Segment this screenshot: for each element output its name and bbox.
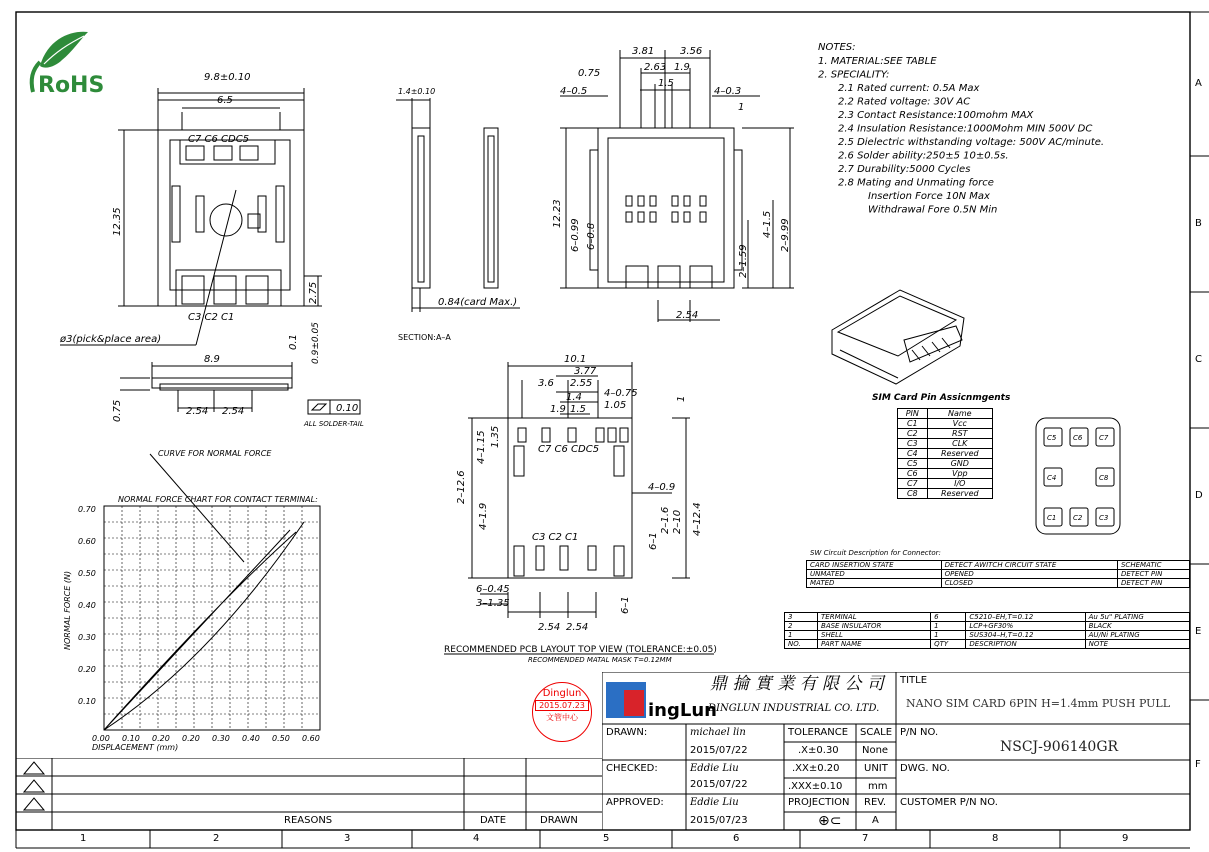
zone-col-label: 7 (862, 833, 869, 844)
pin-table-cell: CLK (927, 439, 992, 449)
zone-col-label: 5 (603, 833, 610, 844)
rohs-logo (32, 32, 105, 98)
dim-1223: 12.23 (552, 199, 563, 228)
switch-cell: DETECT PIN (1117, 579, 1189, 588)
zone-col-label: 1 (80, 833, 87, 844)
rev-label: REV. (864, 797, 886, 808)
fc-ytick: 0.60 (78, 537, 96, 546)
pcb-pad (542, 428, 550, 442)
pcb-pad (596, 428, 604, 442)
dim-1: 1 (738, 102, 745, 113)
switch-title: SW Circuit Description for Connector: (810, 549, 941, 557)
stamp-label: 文管中心 (546, 713, 578, 722)
fc-xtick: 0.00 (92, 734, 110, 743)
note-line: 2.6 Solder ability:250±5 10±0.5s. (838, 150, 1009, 162)
pin-diagram (1036, 418, 1120, 534)
note-line: 2.5 Dielectric withstanding voltage: 500V AC/minute. (838, 137, 1105, 148)
table-row (898, 479, 993, 489)
dim-01: 0.1 (288, 334, 299, 350)
projection-symbol-icon: ⊕⊂ (818, 813, 842, 829)
dim-flat: 0.10 (336, 403, 359, 414)
pcb-pad (514, 546, 524, 576)
table-row (785, 640, 1190, 649)
contact-pad (684, 196, 690, 206)
zone-row-label: C (1195, 354, 1202, 365)
note-line: 2.4 Insulation Resistance:1000Mohm MIN 500V DC (838, 123, 1093, 135)
checked-date: 2015/07/22 (690, 779, 748, 790)
switch-header: SCHEMATIC (1117, 561, 1189, 570)
note-line: 2.1 Rated current: 0.5A Max (838, 83, 980, 94)
isometric-view (832, 290, 964, 384)
zone-col-label: 3 (344, 833, 351, 844)
date-label: DATE (480, 815, 507, 826)
switch-table (806, 560, 1190, 588)
pcb-15: 1.5 (570, 404, 586, 415)
revision-block (16, 758, 602, 830)
dim-415: 4–1.5 (762, 210, 773, 238)
pin-table-cell: C4 (898, 449, 928, 459)
pin-pad-label: C6 (1073, 434, 1083, 442)
pin-table-cell: C2 (898, 429, 928, 439)
tolerance-1: .X±0.30 (798, 745, 839, 756)
bom-header: PART NAME (818, 640, 931, 649)
dim-699: 6–0.99 (570, 218, 581, 252)
pcb-p1: 2.54 (538, 622, 561, 633)
note-line: 2.7 Durability:5000 Cycles (838, 164, 971, 175)
pcb-3135: 3–1.35 (476, 598, 510, 609)
pin-table-cell: Reserved (927, 489, 992, 499)
table-row (807, 561, 1190, 570)
scale-value: None (862, 745, 889, 756)
pcb-pad (518, 428, 526, 442)
fc-curve-note: CURVE FOR NORMAL FORCE (158, 449, 272, 458)
switch-cell: OPENED (941, 570, 1117, 579)
pcb-pad (560, 546, 568, 570)
dim-15: 1.5 (658, 78, 674, 89)
unit-label: UNIT (864, 763, 888, 774)
zone-row-label: E (1195, 626, 1202, 637)
reasons-label: REASONS (284, 815, 333, 826)
fc-ytick: 0.70 (78, 505, 96, 514)
rohs-text: RoHS (38, 73, 105, 98)
contact-pad (684, 212, 690, 222)
dim-159: 2–1.59 (738, 244, 749, 278)
company-logo: ingLun (648, 700, 717, 721)
tolerance-2: .XX±0.20 (792, 763, 840, 774)
pcb-19: 1.9 (550, 404, 566, 415)
table-row (898, 429, 993, 439)
dim-side-h: 0.75 (112, 399, 123, 422)
note-line: Insertion Force 10N Max (868, 191, 990, 202)
note-line: 2.8 Mating and Unmating force (838, 177, 994, 189)
scale-label: SCALE (860, 727, 893, 738)
pin-table-cell: Reserved (927, 449, 992, 459)
dim-275: 2.75 (308, 281, 319, 304)
zone-row-label: B (1195, 218, 1202, 229)
dim-403: 4–0.3 (714, 86, 742, 97)
bom-header: DESCRIPTION (966, 640, 1085, 649)
dim-075: 0.75 (578, 68, 601, 79)
bottom-view (560, 50, 794, 322)
contact-pad (672, 196, 678, 206)
drawn-date: 2015/07/22 (690, 745, 748, 756)
pcb-210: 2–10 (672, 509, 683, 534)
dim-side-p1: 2.54 (186, 406, 209, 417)
zone-col-label: 8 (992, 833, 999, 844)
title-label: TITLE (900, 675, 928, 686)
pcb-pad (614, 546, 624, 576)
company-cn: 鼎 掄 實 業 有 限 公 司 (710, 674, 884, 694)
customer-pn-label: CUSTOMER P/N NO. (900, 797, 998, 808)
dim-381: 3.81 (632, 46, 655, 57)
pcb-1: 1 (676, 395, 687, 402)
pcb-4115: 4–1.15 (476, 430, 487, 464)
pin-table-cell: Vcc (927, 419, 992, 429)
projection-label: PROJECTION (788, 797, 850, 808)
dim-card-max: 0.84(card Max.) (438, 297, 518, 308)
title-block (602, 672, 1190, 830)
pcb-2126: 2–12.6 (456, 470, 467, 504)
pcb-409: 4–0.9 (648, 482, 676, 493)
table-row (898, 419, 993, 429)
zone-col-label: 9 (1122, 833, 1129, 844)
bom-cell: Au 5u" PLATING (1085, 613, 1189, 622)
pcb-pad (608, 428, 616, 442)
pin-table-cell: C5 (898, 459, 928, 469)
tolerance-label: TOLERANCE (788, 727, 849, 738)
pcb-216: 2–1.6 (660, 506, 671, 534)
bom-cell: 3 (785, 613, 818, 622)
fc-xtick: 0.50 (272, 734, 290, 743)
table-row (785, 631, 1190, 640)
pin-pad-label: C7 (1099, 434, 1109, 442)
zone-col-label: 4 (473, 833, 480, 844)
pcb-6045: 6–0.45 (476, 584, 510, 595)
dim-09: 0.9±0.05 (311, 322, 321, 364)
rev-value: A (872, 815, 879, 826)
switch-header: DETECT AWITCH CIRCUIT STATE (941, 561, 1117, 570)
fc-ytick: 0.40 (78, 601, 96, 610)
note-line: 2.3 Contact Resistance:100mohm MAX (838, 110, 1034, 121)
bom-cell: BASE INSULATOR (818, 622, 931, 631)
table-row (898, 469, 993, 479)
pin-pad-label: C4 (1047, 474, 1057, 482)
dim-263: 2.63 (644, 62, 667, 73)
pcb-61: 6–1 (648, 532, 659, 550)
fc-ylabel: NORMAL FORCE (N) (63, 570, 72, 650)
table-row (898, 489, 993, 499)
bom-cell: 1 (785, 631, 818, 640)
pin-table-cell: I/O (927, 479, 992, 489)
pick-place-note: ø3(pick&place area) (60, 334, 162, 345)
pcb-pins-top: C7 C6 CDC5 (538, 444, 600, 455)
note-line: Withdrawal Fore 0.5N Min (868, 204, 998, 216)
pcb-pad (514, 446, 524, 476)
pin-table-cell: Vpp (927, 469, 992, 479)
pcb-pad (620, 428, 628, 442)
contact-pad (638, 212, 644, 222)
dim-side-p2: 2.54 (222, 406, 245, 417)
pcb-105: 1.05 (604, 400, 627, 411)
dim-top-width: 9.8±0.10 (204, 72, 251, 83)
pn-value: NSCJ-906140GR (1000, 739, 1119, 755)
pcb-61b: 6–1 (620, 596, 631, 614)
dim-999: 2–9.99 (780, 218, 791, 252)
contact-pad (650, 196, 656, 206)
note-line: 1. MATERIAL:SEE TABLE (818, 56, 937, 67)
table-row (898, 439, 993, 449)
pin-table-cell: C1 (898, 419, 928, 429)
approved-date: 2015/07/23 (690, 815, 748, 826)
pin-table-cell: GND (927, 459, 992, 469)
note-line: 2. SPECIALITY: (818, 69, 890, 81)
bom-cell: LCP+GF30% (966, 622, 1085, 631)
pcb-pad (536, 546, 544, 570)
dim-608: 6–0.8 (586, 222, 597, 250)
approved-by: Eddie Liu (690, 797, 739, 808)
dim-405: 4–0.5 (560, 86, 588, 97)
section-label: SECTION:A–A (398, 333, 451, 342)
pin-table-cell: RST (927, 429, 992, 439)
pin-pad-label: C3 (1099, 514, 1109, 522)
pn-label: P/N NO. (900, 727, 939, 738)
dim-top-height: 12.35 (112, 207, 123, 236)
contact-pad (700, 212, 706, 222)
switch-header: CARD INSERTION STATE (807, 561, 942, 570)
switch-cell: DETECT PIN (1117, 570, 1189, 579)
fc-xtick: 0.20 (152, 734, 170, 743)
contact-pad (672, 212, 678, 222)
drawn-by: michael lin (690, 727, 746, 738)
section-view (396, 98, 520, 312)
pin-pad-label: C8 (1099, 474, 1109, 482)
fc-xtick: 0.10 (122, 734, 140, 743)
bom-cell: SUS304–H,T=0.12 (966, 631, 1085, 640)
pcb-377: 3.77 (574, 366, 597, 377)
dim-19: 1.9 (674, 62, 690, 73)
dim-side-width: 8.9 (204, 354, 220, 365)
bom-cell: BLACK (1085, 622, 1189, 631)
table-row (898, 449, 993, 459)
bom-cell: TERMINAL (818, 613, 931, 622)
bom-cell: 1 (931, 622, 966, 631)
table-row (785, 613, 1190, 622)
contact-pad (626, 212, 632, 222)
zone-col-label: 6 (733, 833, 740, 844)
pin-table-cell: C7 (898, 479, 928, 489)
fc-xtick: 0.40 (242, 734, 260, 743)
switch-cell: UNMATED (807, 570, 942, 579)
bom-cell: SHELL (818, 631, 931, 640)
pcb-pad (614, 446, 624, 476)
pcb-14: 1.4 (566, 392, 582, 403)
pins-top-label: C7 C6 CDC5 (188, 134, 250, 145)
fc-xtick: 0.60 (302, 734, 320, 743)
pcb-135: 1.35 (490, 425, 501, 448)
fc-xlabel: DISPLACEMENT (mm) (92, 743, 179, 752)
approval-stamp (532, 682, 592, 742)
bom-table (784, 612, 1190, 649)
pcb-p2: 2.54 (566, 622, 589, 633)
pin-table-cell: C8 (898, 489, 928, 499)
approved-label: APPROVED: (606, 797, 664, 808)
drawn-col-label: DRAWN (540, 815, 578, 826)
fc-title: NORMAL FORCE CHART FOR CONTACT TERMINAL: (118, 495, 318, 504)
drawn-label: DRAWN: (606, 727, 648, 738)
bom-header: NO. (785, 640, 818, 649)
contact-pad (626, 196, 632, 206)
zone-col-label: 2 (213, 833, 220, 844)
pcb-4124: 4–12.4 (692, 502, 703, 536)
pin-table-cell: C6 (898, 469, 928, 479)
pin-pad-label: C2 (1073, 514, 1083, 522)
unit-value: mm (868, 781, 888, 792)
dim-top-inner: 6.5 (217, 95, 233, 106)
pcb-pad (568, 428, 576, 442)
pcb-101: 10.1 (564, 354, 587, 365)
fc-ytick: 0.30 (78, 633, 96, 642)
flat-note: ALL SOLDER-TAIL (304, 420, 364, 428)
table-row (898, 459, 993, 469)
fc-xtick: 0.20 (182, 734, 200, 743)
pin-pad-label: C1 (1047, 514, 1057, 522)
pins-bottom-label: C3 C2 C1 (188, 312, 235, 323)
table-row (807, 570, 1190, 579)
fc-ytick: 0.10 (78, 697, 96, 706)
bom-header: QTY (931, 640, 966, 649)
pin-table-cell: C3 (898, 439, 928, 449)
pin-table-title: SIM Card Pin Assicnmgents (872, 393, 1011, 403)
bom-cell: AU/Ni PLATING (1085, 631, 1189, 640)
pcb-subcaption: RECOMMENDED MATAL MASK T=0.12MM (528, 656, 672, 664)
switch-cell: CLOSED (941, 579, 1117, 588)
dim-254b: 2.54 (676, 310, 699, 321)
checked-by: Eddie Liu (690, 763, 739, 774)
pcb-255: 2.55 (570, 378, 593, 389)
dwg-label: DWG. NO. (900, 763, 950, 774)
dim-section-t: 1.4±0.10 (398, 87, 436, 96)
table-row (807, 579, 1190, 588)
fc-xtick: 0.30 (212, 734, 230, 743)
notes-block (818, 42, 1104, 216)
stamp-date: 2015.07.23 (535, 700, 589, 711)
dim-356: 3.56 (680, 46, 703, 57)
tolerance-3: .XXX±0.10 (788, 781, 843, 792)
switch-cell: MATED (807, 579, 942, 588)
stamp-name: Dinglun (542, 688, 582, 699)
table-row (898, 409, 993, 419)
note-line: 2.2 Rated voltage: 30V AC (838, 96, 971, 108)
title-value: NANO SIM CARD 6PIN H=1.4mm PUSH PULL (906, 697, 1171, 710)
contact-pad (700, 196, 706, 206)
checked-label: CHECKED: (606, 763, 658, 774)
pcb-36: 3.6 (538, 378, 554, 389)
pin-table (897, 408, 993, 499)
pin-table-header: PIN (898, 409, 928, 419)
notes-heading: NOTES: (818, 42, 856, 53)
zone-row-label: F (1195, 759, 1201, 770)
pcb-pins-bot: C3 C2 C1 (532, 532, 579, 543)
table-row (785, 622, 1190, 631)
pin-table-header: Name (927, 409, 992, 419)
contact-pad (650, 212, 656, 222)
pcb-caption: RECOMMENDED PCB LAYOUT TOP VIEW (TOLERANCE:±0.05) (444, 645, 717, 655)
bom-header: NOTE (1085, 640, 1189, 649)
contact-pad (638, 196, 644, 206)
pcb-419: 4–1.9 (478, 502, 489, 530)
bom-cell: 2 (785, 622, 818, 631)
zone-row-label: D (1195, 490, 1203, 501)
bom-cell: 6 (931, 613, 966, 622)
bom-cell: C5210–EH,T=0.12 (966, 613, 1085, 622)
fc-ytick: 0.50 (78, 569, 96, 578)
fc-ytick: 0.20 (78, 665, 96, 674)
pcb-pad (588, 546, 596, 570)
pin-pad-label: C5 (1047, 434, 1057, 442)
company-en: DINGLUN INDUSTRIAL CO. LTD. (708, 703, 880, 714)
bom-cell: 1 (931, 631, 966, 640)
top-view (60, 88, 322, 345)
pcb-4075: 4–0.75 (604, 388, 638, 399)
zone-row-label: A (1195, 78, 1202, 89)
